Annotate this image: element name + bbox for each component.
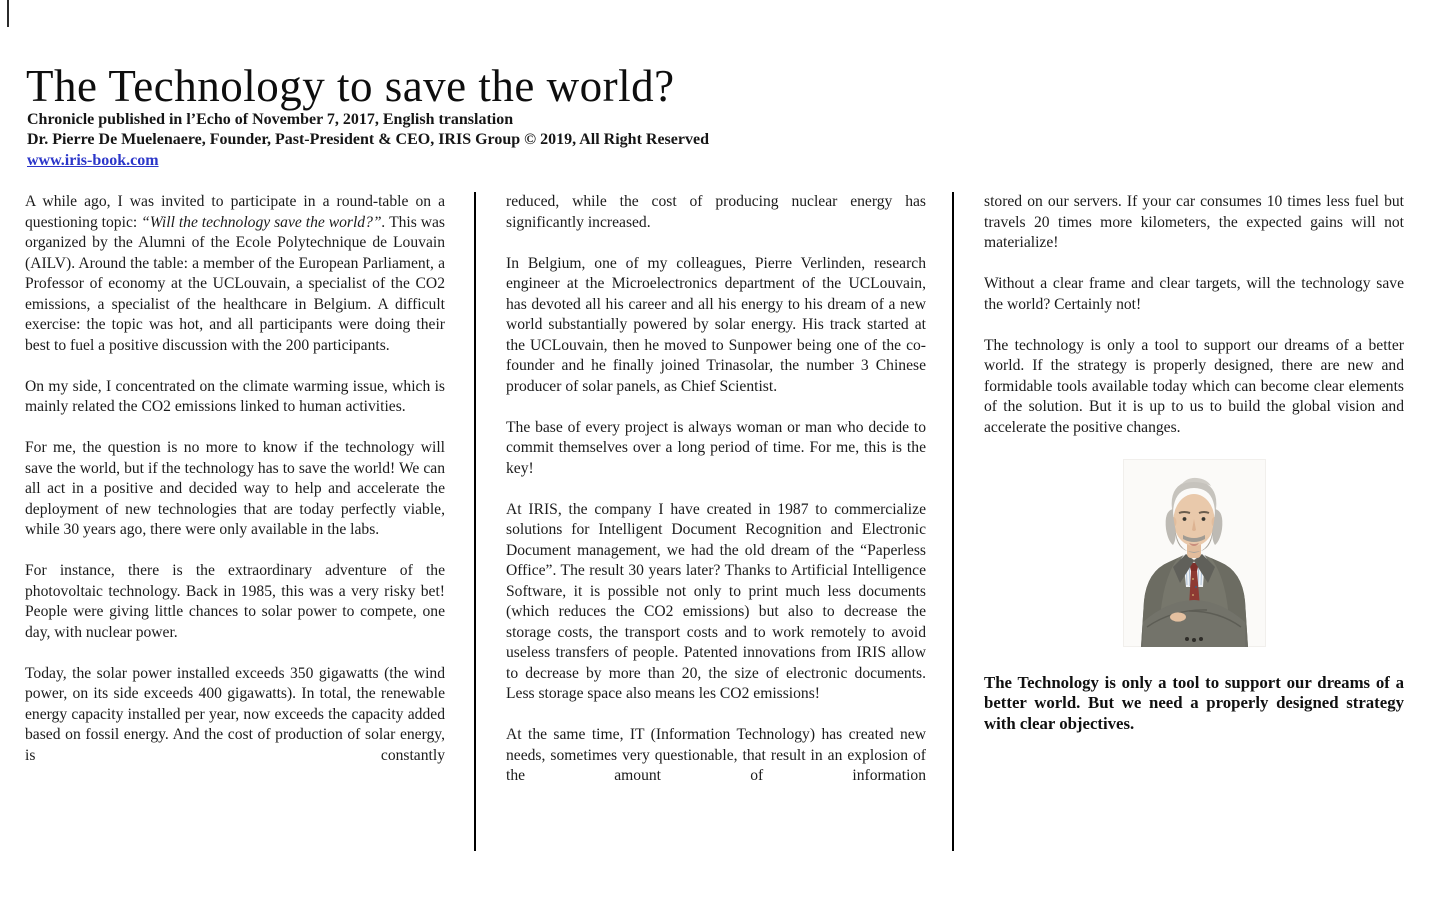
article-body bbox=[25, 192, 1404, 852]
column-1 bbox=[25, 192, 445, 852]
paragraph-text: A while ago, I was invited to participate in a round-table on a questioning topic: bbox=[25, 193, 445, 231]
paragraph: reduced, while the cost of producing nuclear energy has significantly increased. bbox=[506, 193, 926, 231]
paragraph: For me, the question is no more to know if the technology will save the world, but if the technology has to save the world! We can all act in a positive and decided way to help and accelerate the deployment of new technologies that are today perfectly viable, while 30 years ago, there were only available in the labs. bbox=[25, 439, 445, 538]
scan-artifact-line bbox=[7, 0, 9, 27]
paragraph: On my side, I concentrated on the climate warming issue, which is mainly related the CO2 emissions linked to human activities. bbox=[25, 377, 445, 415]
paragraph: stored on our servers. If your car consumes 10 times less fuel but travels 20 times more kilometers, the expected gains will not materialize! bbox=[984, 193, 1404, 251]
paragraph: The base of every project is always woman or man who decide to commit themselves over a long period of time. For me, this is the key! bbox=[506, 418, 926, 477]
column-divider-1 bbox=[474, 192, 476, 851]
subtitle-line-2: Dr. Pierre De Muelenaere, Founder, Past-President & CEO, IRIS Group © 2019, All Right Reserved bbox=[27, 131, 709, 148]
subtitle-line-1: Chronicle published in l’Echo of November 7, 2017, English translation bbox=[27, 111, 514, 128]
paragraph: The technology is only a tool to support our dreams of a better world. If the strategy is properly designed, there are new and formidable tools available today which can become clear elements of the solution. But it is up to us to build the global vision and accelerate the positive changes. bbox=[984, 336, 1404, 436]
paragraph: In Belgium, one of my colleagues, Pierre Verlinden, research engineer at the Microelectronics department of the UCLouvain, has devoted all his career and all his energy to his dream of a new world substantially powered by solar energy. His track started at the UCLouvain, then he moved to Sunpower being one of the co-founder and he finally joined Trinasolar, the number 3 Chinese producer of solar panels, as Chief Scientist. bbox=[506, 254, 926, 395]
paragraph: Without a clear frame and clear targets, will the technology save the world? Certainly not! bbox=[984, 275, 1404, 313]
iris-book-link[interactable]: www.iris-book.com bbox=[27, 152, 159, 169]
paragraph: Today, the solar power installed exceeds 350 gigawatts (the wind power, on its side exceeds 400 gigawatts). In total, the renewable energy capacity installed per year, now exceeds the capacity added based on fossil energy. And the cost of production of solar energy, is constantly bbox=[25, 664, 445, 764]
column-divider-2 bbox=[952, 192, 954, 851]
column-2 bbox=[506, 192, 926, 852]
paragraph-text: This was organized by the Alumni of the Ecole Polytechnique de Louvain (AILV). Around the table: a member of the European Parliament, a Professor of economy at the UCLouvain, a specialist of the CO2 emissions, a specialist of the healthcare in Belgium. A difficult exercise: the topic was hot, and all participants were doing their best to fuel a positive discussion with the 200 participants. bbox=[25, 213, 445, 354]
paragraph bbox=[25, 192, 445, 356]
portrait-photo bbox=[1123, 459, 1266, 647]
page-title: The Technology to save the world? bbox=[26, 61, 675, 112]
paragraph-text-italic: “Will the technology save the world?”. bbox=[141, 213, 386, 231]
paragraph: At IRIS, the company I have created in 1987 to commercialize solutions for Intelligent Document Recognition and Electronic Document management, we had the old dream of the “Paperless Office”. The result 30 years later? Thanks to Artificial Intelligence Software, it is possible not only to print much less documents (which reduces the CO2 emissions) but also to decrease the storage costs, the transport costs and to work remotely to avoid useless transfers of people. Patented innovations from IRIS allow to decrease by more than 20, the size of electronic documents. Less storage space also means les CO2 emissions! bbox=[506, 500, 926, 702]
subtitle-block bbox=[27, 110, 709, 150]
photo-caption: The Technology is only a tool to support our dreams of a better world. But we need a properly designed strategy with clear objectives. bbox=[984, 672, 1404, 733]
column-3 bbox=[984, 192, 1404, 852]
paragraph: At the same time, IT (Information Technology) has created new needs, sometimes very questionable, that result in an explosion of the amount of information bbox=[506, 726, 926, 784]
paragraph: For instance, there is the extraordinary adventure of the photovoltaic technology. Back in 1985, this was a very risky bet! People were giving little chances to solar power to compete, one day, with nuclear power. bbox=[25, 562, 445, 641]
